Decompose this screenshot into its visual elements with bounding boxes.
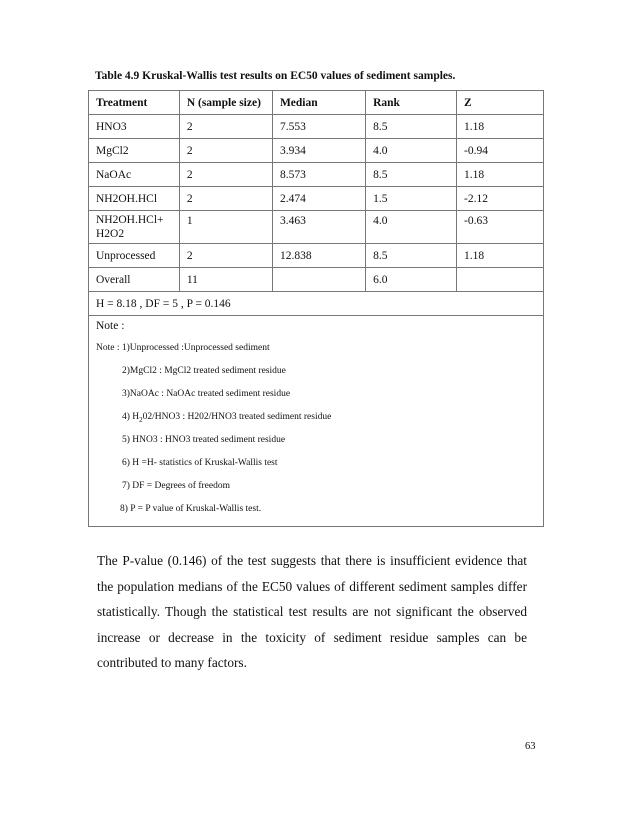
- cell-median: 7.553: [272, 115, 365, 139]
- kruskal-wallis-table: [88, 90, 544, 527]
- cell-rank: 1.5: [366, 187, 457, 211]
- statistics-row: [89, 292, 544, 316]
- table-row: [89, 187, 544, 211]
- table-header-row: [89, 91, 544, 115]
- notes-cell: [89, 316, 544, 527]
- cell-z: [457, 268, 544, 292]
- cell-median: 12.838: [272, 244, 365, 268]
- cell-z: 1.18: [457, 244, 544, 268]
- table-row: [89, 163, 544, 187]
- note-4-subscript: 2: [139, 415, 143, 424]
- header-treatment: Treatment: [89, 91, 180, 115]
- cell-rank: 4.0: [366, 139, 457, 163]
- cell-treatment: Unprocessed: [89, 244, 180, 268]
- note-title: Note :: [96, 320, 125, 332]
- cell-z: 1.18: [457, 115, 544, 139]
- note-5: 5) HNO3 : HNO3 treated sediment residue: [122, 435, 286, 445]
- cell-n: 2: [179, 163, 272, 187]
- header-rank: Rank: [366, 91, 457, 115]
- note-4-text: 02/HNO3 : H202/HNO3 treated sediment residue: [142, 412, 332, 422]
- note-1: Note : 1)Unprocessed :Unprocessed sediment: [96, 343, 270, 353]
- cell-treatment: [89, 211, 180, 244]
- treatment-line-1: NH2OH.HCl+: [96, 214, 164, 226]
- statistics-summary: H = 8.18 , DF = 5 , P = 0.146: [89, 292, 544, 316]
- cell-median: [272, 268, 365, 292]
- cell-n: 2: [179, 139, 272, 163]
- table-row: [89, 268, 544, 292]
- header-z: Z: [457, 91, 544, 115]
- cell-rank: 6.0: [366, 268, 457, 292]
- note-4: [96, 410, 536, 433]
- page-number: 63: [525, 741, 536, 752]
- table-row: [89, 115, 544, 139]
- cell-treatment: NH2OH.HCl: [89, 187, 180, 211]
- cell-rank: 8.5: [366, 244, 457, 268]
- notes-row: [89, 316, 544, 527]
- header-sample-size: N (sample size): [179, 91, 272, 115]
- note-6: 6) H =H- statistics of Kruskal-Wallis test: [122, 458, 278, 468]
- cell-n: 2: [179, 244, 272, 268]
- note-8: 8) P = P value of Kruskal-Wallis test.: [120, 504, 262, 514]
- cell-z: 1.18: [457, 163, 544, 187]
- cell-treatment: Overall: [89, 268, 180, 292]
- cell-n: 1: [179, 211, 272, 244]
- cell-z: -2.12: [457, 187, 544, 211]
- note-7: 7) DF = Degrees of freedom: [122, 481, 230, 491]
- cell-treatment: NaOAc: [89, 163, 180, 187]
- cell-rank: 4.0: [366, 211, 457, 244]
- cell-median: 3.934: [272, 139, 365, 163]
- table-row: [89, 244, 544, 268]
- cell-treatment: MgCl2: [89, 139, 180, 163]
- table-row: [89, 139, 544, 163]
- cell-median: 8.573: [272, 163, 365, 187]
- header-median: Median: [272, 91, 365, 115]
- cell-median: 2.474: [272, 187, 365, 211]
- cell-z: -0.63: [457, 211, 544, 244]
- cell-rank: 8.5: [366, 115, 457, 139]
- cell-rank: 8.5: [366, 163, 457, 187]
- cell-n: 11: [179, 268, 272, 292]
- cell-median: 3.463: [272, 211, 365, 244]
- table-row: [89, 211, 544, 244]
- note-4-prefix: 4) H: [122, 412, 140, 422]
- cell-treatment: HNO3: [89, 115, 180, 139]
- note-2: 2)MgCl2 : MgCl2 treated sediment residue: [122, 366, 286, 376]
- cell-z: -0.94: [457, 139, 544, 163]
- body-paragraph: The P-value (0.146) of the test suggests that there is insufficient evidence that the population medians of the EC50 values of different sediment samples differ statistically. Though the statistical test results are not significant the observed increase or decrease in the toxicity of sediment residue samples can be contributed to many factors.: [97, 553, 527, 671]
- note-3: 3)NaOAc : NaOAc treated sediment residue: [122, 389, 291, 399]
- cell-n: 2: [179, 115, 272, 139]
- cell-n: 2: [179, 187, 272, 211]
- table-caption: Table 4.9 Kruskal-Wallis test results on EC50 values of sediment samples.: [95, 70, 456, 82]
- treatment-line-2: H2O2: [96, 228, 125, 240]
